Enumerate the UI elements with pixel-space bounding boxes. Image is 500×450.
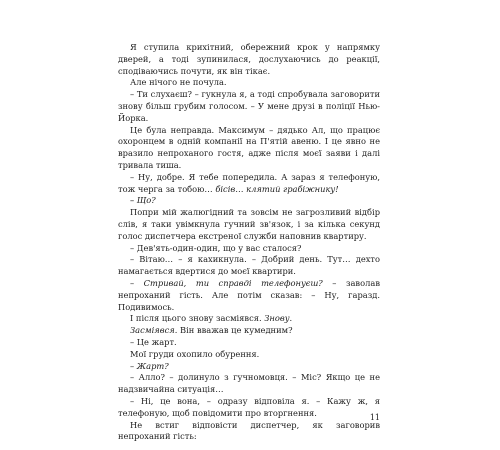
paragraph (118, 42, 380, 77)
text-run: – Ти слухаєш? – гукнула я, а тоді спробувала заговорити знову більш грубим голосом. – У мене друзі в поліції Нью-Йорка. (118, 89, 380, 123)
paragraph (118, 243, 380, 255)
text-run: Я ступила крихітний, обережний крок у напрямку дверей, а тоді зупинилася, дослухаючись до реакції, сподіваючись почути, як він тікає. (118, 42, 380, 76)
text-run: – Алло? – долинуло з гучномовця. – Міс? Якщо це не надзвичайна ситуація… (118, 372, 380, 395)
paragraph (118, 420, 380, 444)
text-run: Він вважав це кумедним? (177, 325, 293, 336)
paragraph (118, 337, 380, 349)
paragraph (118, 349, 380, 361)
paragraph (118, 89, 380, 124)
paragraph (118, 278, 380, 313)
text-run: – Ні, це вона, – одразу відповіла я. – Кажу ж, я телефоную, щоб повідомити про вторгнення. (118, 395, 380, 418)
paragraph (118, 372, 380, 396)
paragraph (118, 361, 380, 373)
paragraph (118, 254, 380, 278)
paragraph (118, 207, 380, 242)
paragraph (118, 172, 380, 196)
text-run: Але нічого не почула. (130, 77, 227, 88)
text-run: – заволав непроханий гість. Але потім сказав: – Ну, гаразд. Подивимось. (118, 277, 380, 312)
page-number: 11 (369, 413, 380, 422)
italic-text: бісів… клятий грабіжнику! (215, 183, 339, 194)
body-text (118, 42, 380, 443)
text-run: – Дев'ять-один-один, що у вас сталося? (130, 242, 302, 253)
italic-text: Стривай, ти справді телефонуєш? (143, 277, 323, 288)
text-run: І після цього знову засміявся. (130, 313, 265, 324)
italic-text: Жарт? (136, 360, 169, 371)
paragraph (118, 125, 380, 172)
text-run: Не встиг відповісти диспетчер, як заговорив непроханий гість: (118, 419, 380, 442)
text-run: Мої груди охопило обурення. (130, 348, 260, 359)
paragraph (118, 396, 380, 420)
text-run: – (130, 277, 144, 288)
text-run: – Вітаю… – я кахикнула. – Добрий день. Тут… дехто намагається вдертися до моєї квартири. (118, 254, 380, 277)
paragraph (118, 195, 380, 207)
italic-text: Знову. (264, 313, 293, 324)
paragraph (118, 77, 380, 89)
text-run: Це була неправда. Максимум – дядько Ал, що працює охоронцем в одній компанії на П'ятій авеню. І це явно не вразило непроханого гостя, адже після моєї заяви і далі тривала тиша. (118, 124, 380, 170)
text-run: Попри мій жалюгідний та зовсім не загрозливий відбір слів, я таки увімкнула гучний зв'язок, і за кілька секунд голос диспетчера екстреної служби наповнив квартиру. (118, 207, 380, 241)
text-run: – (130, 360, 137, 371)
text-run: – Це жарт. (130, 336, 177, 347)
paragraph (118, 325, 380, 337)
italic-text: Засміявся. (130, 325, 178, 336)
italic-text: – Що? (130, 195, 156, 206)
text-run: – Ну, добре. Я тебе попередила. А зараз я телефоную, тож черга за тобою… (118, 171, 380, 194)
paragraph (118, 313, 380, 325)
